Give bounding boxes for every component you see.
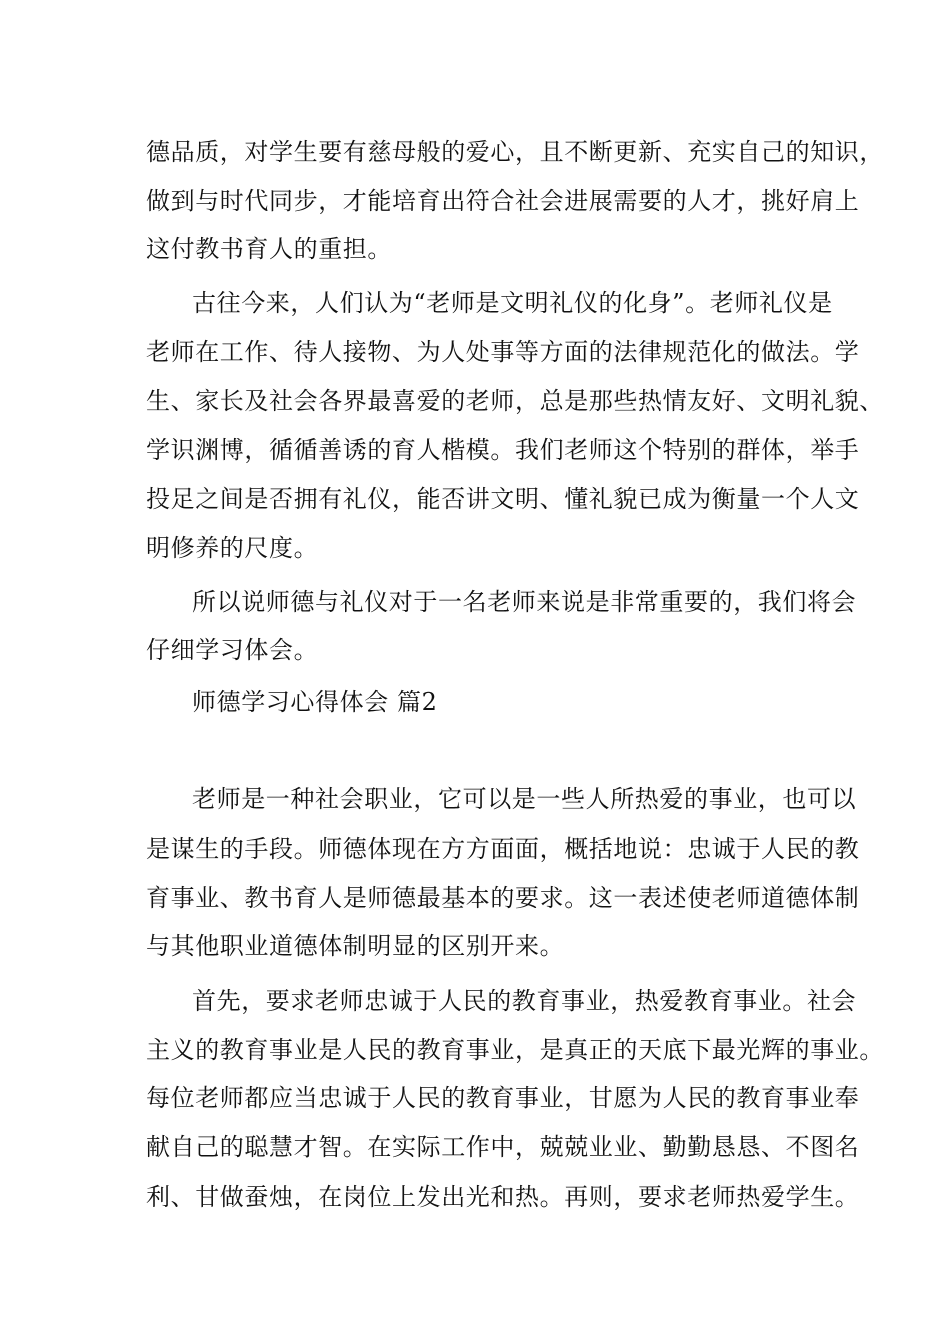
paragraph-line: 古往今来，人们认为“老师是文明礼仪的化身”。老师礼仪是 <box>192 289 833 317</box>
paragraph-line: 做到与时代同步，才能培育出符合社会进展需要的人才，挑好肩上 <box>146 187 860 215</box>
paragraph-line: 老师在工作、待人接物、为人处事等方面的法律规范化的做法。学 <box>146 338 860 366</box>
paragraph-line: 育事业、教书育人是师德最基本的要求。这一表述使老师道德体制 <box>146 884 860 912</box>
paragraph-line: 是谋生的手段。师德体现在方方面面，概括地说：忠诚于人民的教 <box>146 835 860 863</box>
paragraph-line: 投足之间是否拥有礼仪，能否讲文明、懂礼貌已成为衡量一个人文 <box>146 485 860 513</box>
paragraph-line: 与其他职业道德体制明显的区别开来。 <box>146 932 565 960</box>
paragraph-line: 德品质，对学生要有慈母般的爱心，且不断更新、充实自己的知识， <box>146 138 884 166</box>
paragraph-line: 仔细学习体会。 <box>146 636 319 664</box>
paragraph-line: 利、甘做蚕烛，在岗位上发出光和热。再则，要求老师热爱学生。 <box>146 1183 860 1211</box>
section-heading: 师德学习心得体会 篇2 <box>192 688 438 716</box>
paragraph-line: 首先，要求老师忠诚于人民的教育事业，热爱教育事业。社会 <box>192 987 857 1015</box>
paragraph-line: 主义的教育事业是人民的教育事业，是真正的天底下最光辉的事业。 <box>146 1036 884 1064</box>
paragraph-line: 这付教书育人的重担。 <box>146 235 392 263</box>
paragraph-line: 老师是一种社会职业，它可以是一些人所热爱的事业，也可以 <box>192 785 857 813</box>
paragraph-line: 生、家长及社会各界最喜爱的老师，总是那些热情友好、文明礼貌、 <box>146 387 884 415</box>
paragraph-line: 每位老师都应当忠诚于人民的教育事业，甘愿为人民的教育事业奉 <box>146 1084 860 1112</box>
paragraph-line: 学识渊博，循循善诱的育人楷模。我们老师这个特别的群体，举手 <box>146 436 860 464</box>
paragraph-line: 所以说师德与礼仪对于一名老师来说是非常重要的，我们将会 <box>192 588 857 616</box>
paragraph-line: 明修养的尺度。 <box>146 534 319 562</box>
paragraph-line: 献自己的聪慧才智。在实际工作中，兢兢业业、勤勤恳恳、不图名 <box>146 1133 860 1161</box>
